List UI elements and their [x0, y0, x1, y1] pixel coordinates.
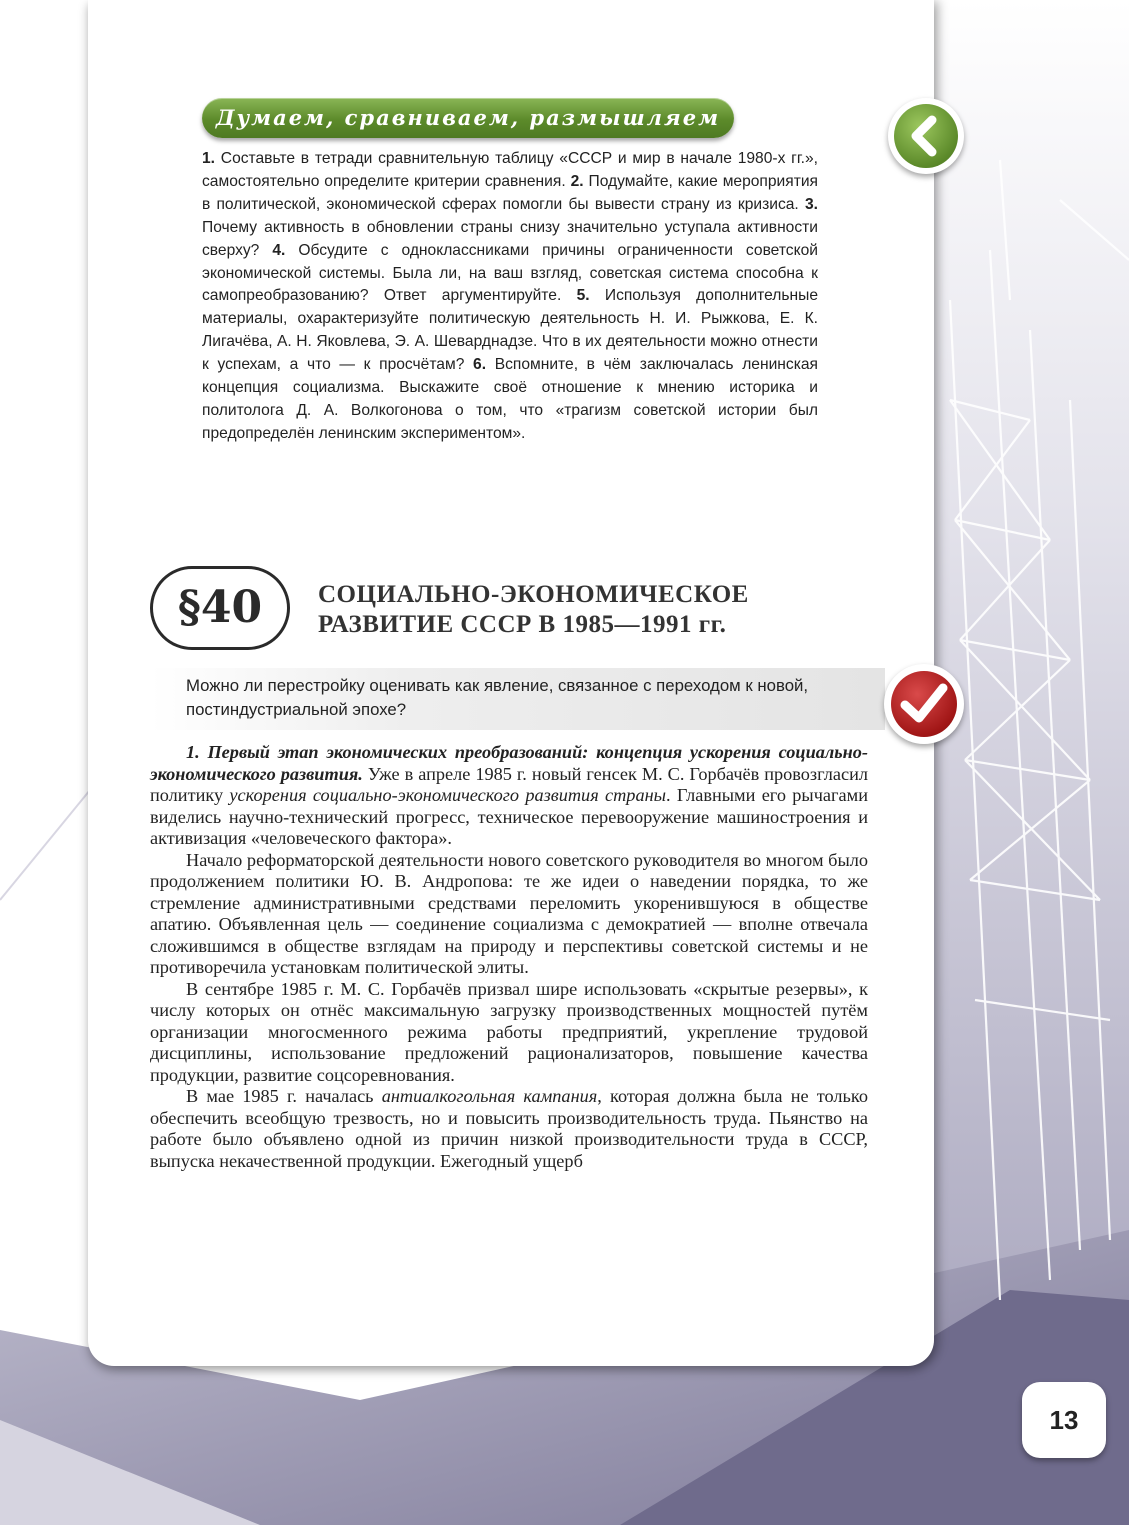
paragraph-4-part-b: , которая должна была не только обеспечить всеобщую трезвость, но и повысить производительность труда. Пьянство на работе было объявлено одной из причин низкой производительности труда в СССР, выпуска некачественной продукции. Ежегодный ущерб — [150, 1086, 868, 1171]
question-3-number: 3. — [804, 195, 818, 213]
paragraph-4-emphasis: антиалкогольная кампания — [381, 1086, 598, 1106]
main-text — [150, 742, 868, 1172]
question-5-number: 5. — [576, 287, 590, 305]
paragraph-number-badge: §40 — [150, 566, 290, 650]
paragraph-3: В сентябре 1985 г. М. С. Горбачёв призвал шире использовать «скрытые резервы», к числу которых он отнёс максимальную загрузку производственных мощностей путём организации многосменного режима работы предприятий, укрепление трудовой дисциплины, использование предложений рационализаторов, повышение качества продукции, развитие соцсоревнования. — [150, 978, 868, 1085]
question-1-text: Составьте в тетради сравнительную таблицу «СССР и мир в начале 1980-х гг.», самостоятельно определите критерии сравнения. — [202, 150, 818, 190]
review-questions — [202, 148, 818, 446]
paragraph-1-emphasis: ускорения социально-экономического развития страны — [229, 785, 667, 805]
paragraph-4 — [150, 1086, 868, 1172]
section-banner: Думаем, сравниваем, размышляем — [202, 98, 734, 138]
question-3-text: Почему активность в обновлении страны снизу значительно уступала активности сверху? — [202, 218, 818, 259]
paragraph-1 — [150, 742, 868, 850]
question-2-text: Подумайте, какие мероприятия в политической, экономической сферах помогли бы вывести страну из кризиса. — [202, 172, 818, 213]
check-button[interactable] — [884, 664, 964, 744]
page-number: 13 — [1022, 1382, 1106, 1458]
paragraph-4-part-a: В мае 1985 г. началась — [186, 1086, 382, 1106]
question-1-number: 1. — [202, 150, 216, 167]
question-5-text: Используя дополнительные материалы, охарактеризуйте политическую деятельность Н. И. Рыжкова, Е. К. Лигачёва, А. Н. Яковлева, Э. А. Шеварднадзе. Что в их деятельности можно отнести к успехам, а что — к просчётам? — [202, 287, 818, 374]
paragraph-1-part-a: Уже в апреле 1985 г. новый генсек М. С. Горбачёв провозгласил политику — [150, 763, 868, 805]
back-button[interactable] — [888, 98, 964, 174]
chevron-left-icon — [894, 104, 958, 168]
section-1-title: 1. Первый этап экономических преобразований: концепция ускорения социально-экономического развития. — [150, 742, 868, 784]
chapter-title — [318, 580, 838, 640]
question-6-number: 6. — [473, 356, 487, 374]
paragraph-2: Начало реформаторской деятельности нового советского руководителя во многом было продолжением политики Ю. В. Андропова: те же идеи о наведении порядка, то же стремление административными средствами переломить укоренившуюся в обществе апатию. Объявленная цель — соединение социализма с демократией — вполне отвечала сложившимся в обществе взглядам на природу и перспективы советской системы и не противоречила установкам политической элиты. — [150, 849, 868, 977]
key-question-text: Можно ли перестройку оценивать как явление, связанное с переходом к новой, постиндустриальной эпохе? — [186, 676, 809, 719]
chapter-title-line-1: СОЦИАЛЬНО-ЭКОНОМИЧЕСКОЕ — [318, 581, 749, 608]
question-4-number: 4. — [272, 241, 286, 259]
question-6-text: Вспомните, в чём заключалась ленинская концепция социализма. Выскажите своё отношение к мнению историка и политолога Д. А. Волкогонова о том, что «трагизм советской истории был предопределён ленинским экспериментом». — [202, 356, 818, 442]
checkmark-icon — [891, 671, 957, 737]
question-4-text: Обсудите с одноклассниками причины ограниченности советской экономической системы. Была ли, на ваш взгляд, советская система способна к самопреобразованию? Ответ аргументируйте. — [202, 241, 818, 305]
paragraph-1-part-b: . Главными его рычагами виделись научно-технический прогресс, техническое перевооружение машиностроения и активизация «человеческого фактора». — [150, 785, 868, 848]
chapter-title-line-2: РАЗВИТИЕ СССР В 1985—1991 гг. — [318, 611, 727, 638]
question-2-number: 2. — [570, 172, 584, 190]
